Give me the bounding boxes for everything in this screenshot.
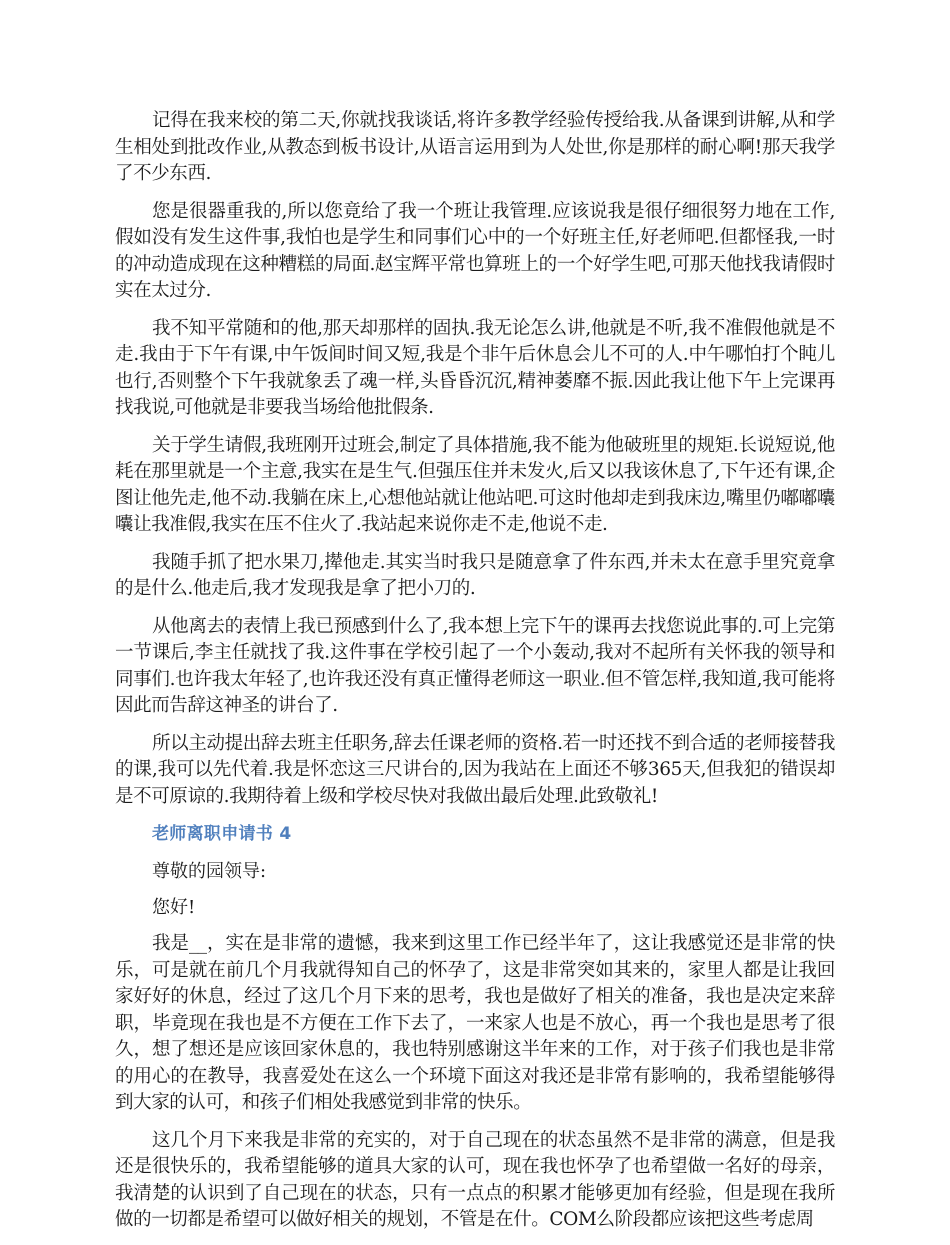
paragraph-1: 记得在我来校的第二天,你就找我谈话,将许多教学经验传授给我.从备课到讲解,从和学生相处到批改作业,从教态到板书设计,从语言运用到为人处世,你是那样的耐心啊!那天我学了不少东西. [115,110,835,184]
paragraph-7: 所以主动提出辞去班主任职务,辞去任课老师的资格.若一时还找不到合适的老师接替我的课,我可以先代着.我是怀恋这三尺讲台的,因为我站在上面还不够365天,但我犯的错误却是不可原谅的.我期待着上级和学校尽快对我做出最后处理.此致敬礼! [115,732,835,807]
paragraph-6: 从他离去的表情上我已预感到什么了,我本想上完下午的课再去找您说此事的.可上完第一节课后,李主任就找了我.这件事在学校引起了一个小轰动,我对不起所有关怀我的领导和同事们.也许我太年轻了,也许我还没有真正懂得老师这一职业.但不管怎样,我知道,我可能将因此而告辞这神圣的讲台了. [115,615,835,716]
paragraph-9: 这几个月下来我是非常的充实的，对于自己现在的状态虽然不是非常的满意，但是我还是很快乐的，我希望能够的道具大家的认可，现在我也怀孕了也希望做一名好的母亲，我清楚的认识到了自己现在的状态，只有一点点的积累才能够更加有经验，但是现在我所做的一切都是希望可以做好相关的规划，不管是在什。COM么阶段都应该把这些考虑周 [115,1129,835,1230]
greeting: 您好! [152,897,196,918]
paragraph-5: 我随手抓了把水果刀,撵他走.其实当时我只是随意拿了件东西,并未太在意手里究竟拿的是什么.他走后,我才发现我是拿了把小刀的. [115,551,835,599]
paragraph-8: 我是__，实在是非常的遗憾，我来到这里工作已经半年了，这让我感觉还是非常的快乐，可是就在前几个月我就得知自己的怀孕了，这是非常突如其来的，家里人都是让我回家好好的休息，经过了这几个月下来的思考，我也是做好了相关的准备，我也是决定来辞职，毕竟现在我也是不方便在工作下去了，一来家人也是不放心，再一个我也是思考了很久，想了想还是应该回家休息的，我也特别感谢这半年来的工作，对于孩子们我也是非常的用心的在教导，我喜爱处在这么一个环境下面这对我还是非常有影响的，我希望能够得到大家的认可，和孩子们相处我感觉到非常的快乐。 [115,933,835,1113]
section-heading: 老师离职申请书 4 [152,824,292,844]
salutation: 尊敬的园领导: [152,861,267,882]
document-body [115,108,835,1245]
paragraph-2: 您是很器重我的,所以您竟给了我一个班让我管理.应该说我是很仔细很努力地在工作,假如没有发生这件事,我怕也是学生和同事们心中的一个好班主任,好老师吧.但都怪我,一时的冲动造成现在这种糟糕的局面.赵宝辉平常也算班上的一个好学生吧,可那天他找我请假时实在太过分. [115,200,835,301]
paragraph-4: 关于学生请假,我班刚开过班会,制定了具体措施,我不能为他破班里的规矩.长说短说,他耗在那里就是一个主意,我实在是生气.但强压住并未发火,后又以我该休息了,下午还有课,企图让他先走,他不动.我躺在床上,心想他站就让他站吧.可这时他却走到我床边,嘴里仍嘟嘟囔囔让我准假,我实在压不住火了.我站起来说你走不走,他说不走. [115,434,835,535]
paragraph-3: 我不知平常随和的他,那天却那样的固执.我无论怎么讲,他就是不听,我不准假他就是不走.我由于下午有课,中午饭间时间又短,我是个非午后休息会儿不可的人.中午哪怕打个盹儿也行,否则整个下午我就象丢了魂一样,头昏昏沉沉,精神萎靡不振.因此我让他下午上完课再找我说,可他就是非要我当场给他批假条. [115,317,835,418]
